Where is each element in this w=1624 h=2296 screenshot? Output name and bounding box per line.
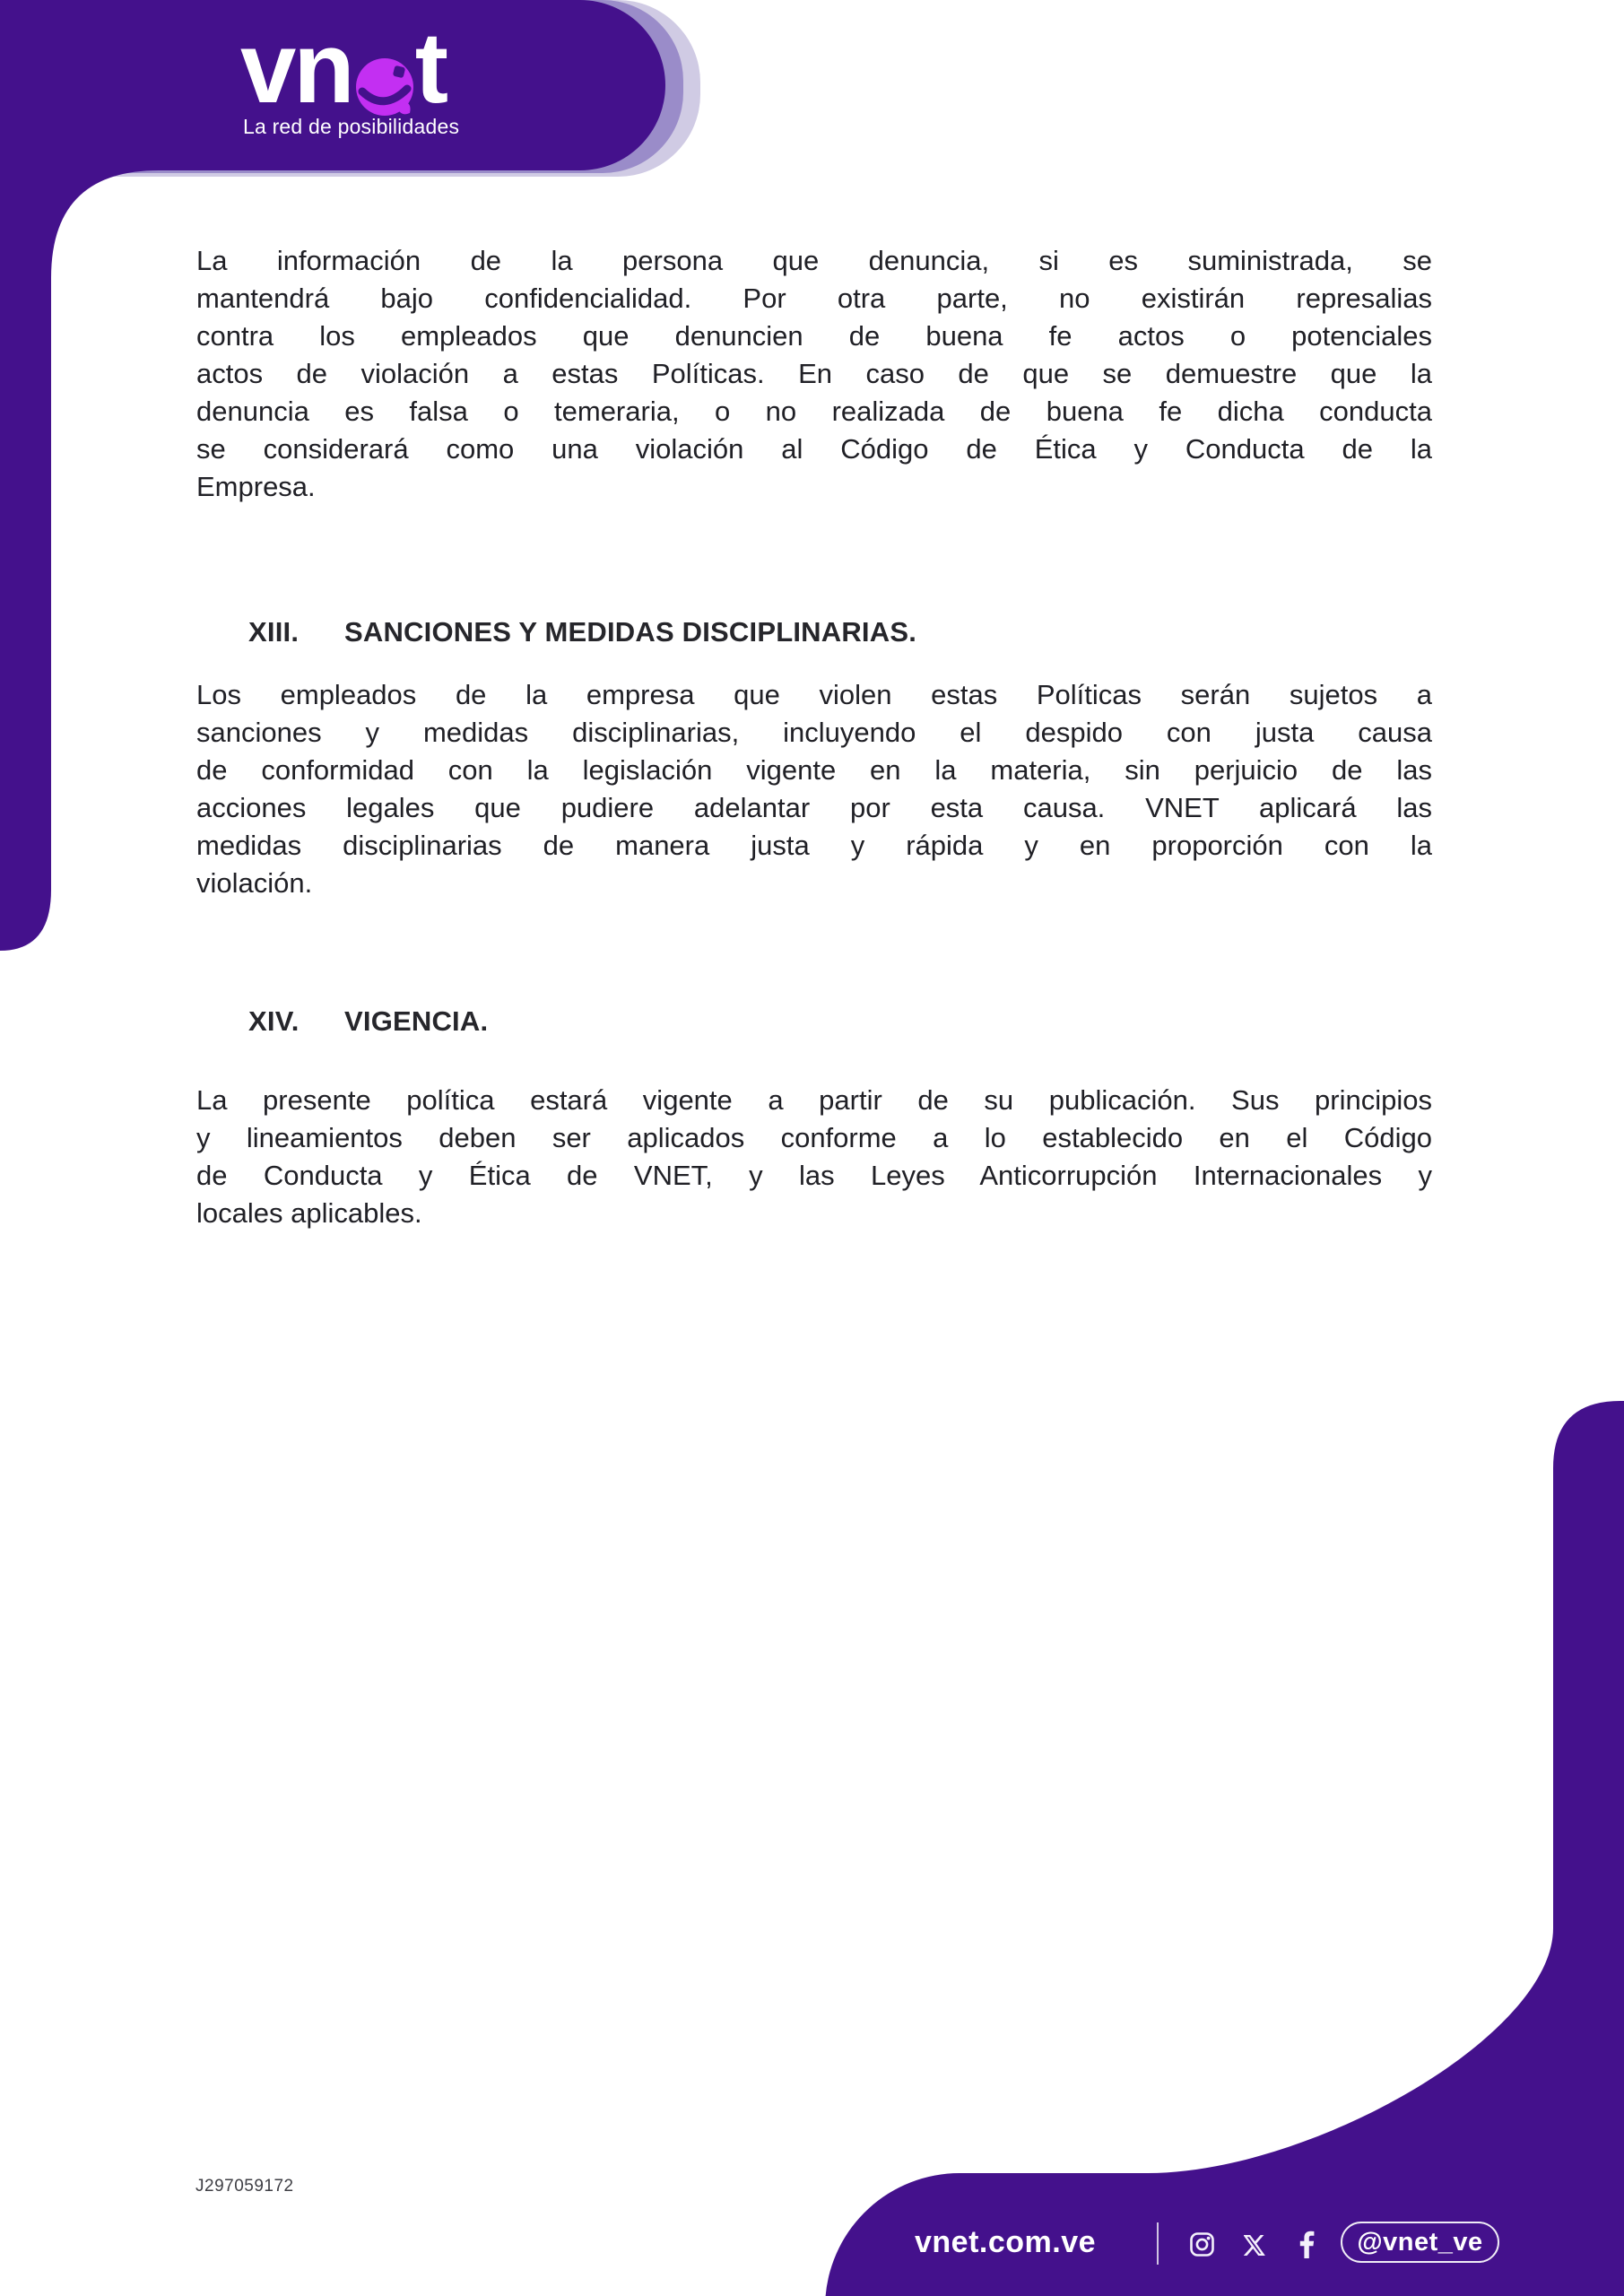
x-icon [1244, 2234, 1266, 2257]
paragraph-confidencialidad [196, 242, 1432, 506]
logo-text-t: t [414, 12, 446, 124]
section-number: XIV. [248, 1005, 300, 1037]
text-line: se considerará como una violación al Código de Ética y Conducta de la [196, 433, 1432, 465]
social-handle: @vnet_ve [1357, 2227, 1483, 2257]
text-line: violación. [196, 867, 313, 899]
text-line: La información de la persona que denuncia, si es suministrada, se [196, 245, 1432, 276]
text-line: acciones legales que pudiere adelantar por esta causa. VNET aplicará las [196, 792, 1432, 823]
text-line: sanciones y medidas disciplinarias, incluyendo el despido con justa causa [196, 717, 1432, 748]
paragraph-sanciones [196, 676, 1432, 902]
text-line: La presente política estará vigente a partir de su publicación. Sus principios [196, 1084, 1432, 1116]
section-title: SANCIONES Y MEDIDAS DISCIPLINARIAS. [344, 616, 917, 648]
vnet-logo [240, 12, 446, 124]
logo-smiley-e-icon [356, 58, 413, 116]
section-heading-xiii [248, 613, 916, 651]
text-line: medidas disciplinarias de manera justa y rápida y en proporción con la [196, 830, 1432, 861]
text-line: Empresa. [196, 471, 316, 502]
text-line: mantendrá bajo confidencialidad. Por otra parte, no existirán represalias [196, 283, 1432, 314]
text-line: de Conducta y Ética de VNET, y las Leyes Anticorrupción Internacionales y [196, 1160, 1432, 1191]
section-title: VIGENCIA. [344, 1005, 489, 1037]
paragraph-vigencia [196, 1082, 1432, 1232]
facebook-icon [1298, 2231, 1316, 2258]
footer-divider [1157, 2222, 1159, 2265]
logo-text-vn: vn [240, 12, 352, 124]
text-line: actos de violación a estas Políticas. En caso de que se demuestre que la [196, 358, 1432, 389]
section-number: XIII. [248, 616, 300, 648]
text-line: Los empleados de la empresa que violen estas Políticas serán sujetos a [196, 679, 1432, 710]
company-registry-number: J297059172 [195, 2177, 294, 2196]
text-line: contra los empleados que denuncien de buena fe actos o potenciales [196, 320, 1432, 352]
footer-decoration [807, 1390, 1624, 2296]
text-line: denuncia es falsa o temeraria, o no realizada de buena fe dicha conducta [196, 396, 1432, 427]
text-line: y lineamientos deben ser aplicados conforme a lo establecido en el Código [196, 1122, 1432, 1153]
brand-tagline: La red de posibilidades [243, 115, 460, 138]
instagram-icon [1190, 2232, 1214, 2257]
social-handle-badge [1341, 2222, 1499, 2263]
footer-website: vnet.com.ve [915, 2225, 1097, 2259]
footer-purple-shape [826, 1401, 1624, 2296]
text-line: de conformidad con la legislación vigente en la materia, sin perjuicio de las [196, 754, 1432, 786]
text-line: locales aplicables. [196, 1197, 422, 1229]
section-heading-xiv [248, 1003, 488, 1040]
